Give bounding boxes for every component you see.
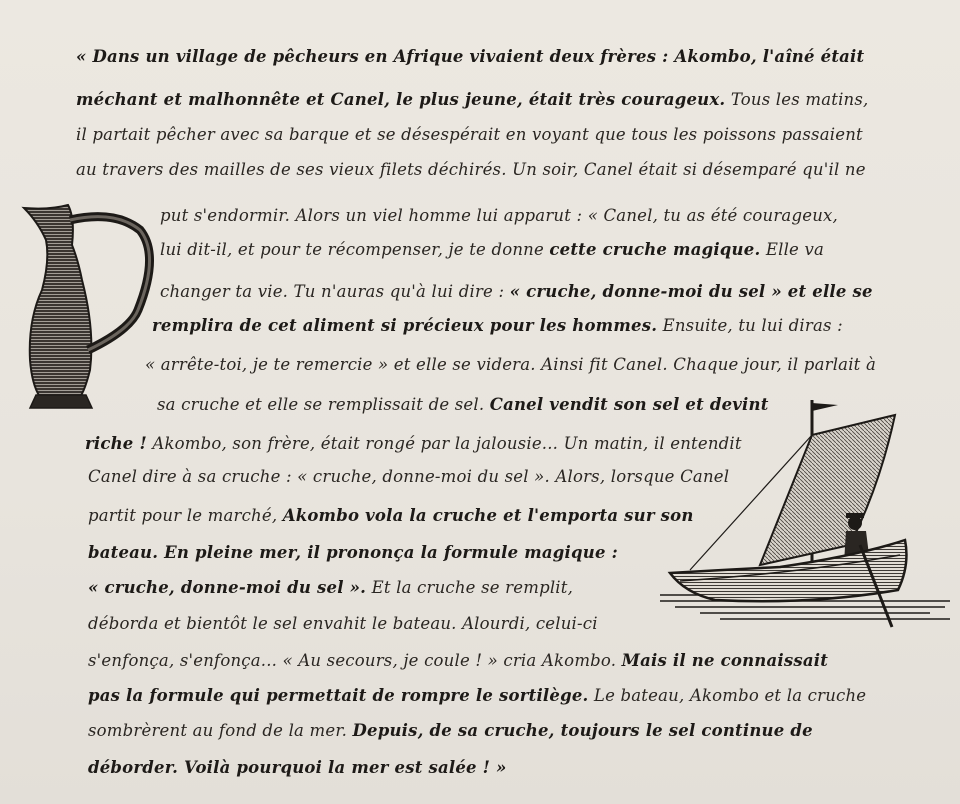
text-run: riche ! (85, 434, 147, 453)
text-run: Canel dire à sa cruche : « cruche, donne-moi du sel ». Alors, lorsque Canel (88, 467, 730, 486)
text-line-3 (76, 125, 863, 145)
text-line-15 (88, 543, 618, 563)
text-run: sa cruche et elle se remplissait de sel. (157, 395, 485, 414)
text-run: s'enfonça, s'enfonça... « Au secours, je coule ! » cria Akombo. (88, 651, 617, 670)
text-run: Canel vendit son sel et devint (489, 395, 769, 414)
text-run: « cruche, donne-moi du sel » et elle se (509, 282, 873, 301)
text-line-10 (145, 355, 876, 375)
text-line-19 (88, 686, 866, 706)
text-line-4 (76, 160, 866, 180)
text-run: put s'endormir. Alors un viel homme lui apparut : « Canel, tu as été courageux, (160, 206, 838, 225)
text-run: Le bateau, Akombo et la cruche (593, 686, 867, 705)
text-line-6 (160, 206, 838, 226)
jug-illustration (20, 200, 170, 415)
text-run: changer ta vie. Tu n'auras qu'à lui dire : (160, 282, 505, 301)
text-line-12 (85, 434, 742, 454)
text-run: Ensuite, tu lui diras : (662, 316, 843, 335)
text-line-11 (157, 395, 769, 415)
text-run: méchant et malhonnête et Canel, le plus jeune, était très courageux. (76, 90, 726, 109)
text-run: lui dit-il, et pour te récompenser, je te donne (160, 240, 544, 259)
text-line-8 (160, 282, 873, 302)
text-run: partit pour le marché, (88, 506, 278, 525)
sailboat-illustration (660, 395, 950, 635)
text-run: déborda et bientôt le sel envahit le bateau. Alourdi, celui-ci (88, 614, 598, 633)
text-run: il partait pêcher avec sa barque et se désespérait en voyant que tous les poissons passaient (76, 125, 863, 144)
text-run: Depuis, de sa cruche, toujours le sel continue de (352, 721, 813, 740)
text-run: Akombo vola la cruche et l'emporta sur son (282, 506, 694, 525)
text-line-13 (88, 467, 729, 487)
text-run: sombrèrent au fond de la mer. (88, 721, 348, 740)
text-line-2 (76, 90, 869, 110)
text-run: Elle va (765, 240, 825, 259)
text-run: Mais il ne connaissait (621, 651, 829, 670)
text-run: Akombo, son frère, était rongé par la jalousie... Un matin, il entendit (152, 434, 742, 453)
text-line-1 (76, 47, 864, 67)
text-line-14 (88, 506, 694, 526)
text-run: remplira de cet aliment si précieux pour les hommes. (152, 316, 658, 335)
text-run: au travers des mailles de ses vieux filets déchirés. Un soir, Canel était si désemparé qu'il ne (76, 160, 866, 179)
text-line-17 (88, 614, 598, 634)
text-run: déborder. Voilà pourquoi la mer est salée ! » (88, 758, 507, 777)
text-run: cette cruche magique. (549, 240, 761, 259)
text-line-20 (88, 721, 813, 741)
text-run: « arrête-toi, je te remercie » et elle se videra. Ainsi fit Canel. Chaque jour, il parlait à (145, 355, 876, 374)
text-line-16 (88, 578, 573, 598)
text-line-9 (152, 316, 843, 336)
text-run: Tous les matins, (730, 90, 869, 109)
text-run: Et la cruche se remplit, (371, 578, 574, 597)
text-line-21 (88, 758, 507, 778)
text-run: « Dans un village de pêcheurs en Afrique vivaient deux frères : Akombo, l'aîné était (76, 47, 865, 66)
text-run: bateau. En pleine mer, il prononça la formule magique : (88, 543, 618, 562)
text-line-7 (160, 240, 824, 260)
text-run: pas la formule qui permettait de rompre le sortilège. (88, 686, 589, 705)
text-line-18 (88, 651, 828, 671)
text-run: « cruche, donne-moi du sel ». (88, 578, 367, 597)
